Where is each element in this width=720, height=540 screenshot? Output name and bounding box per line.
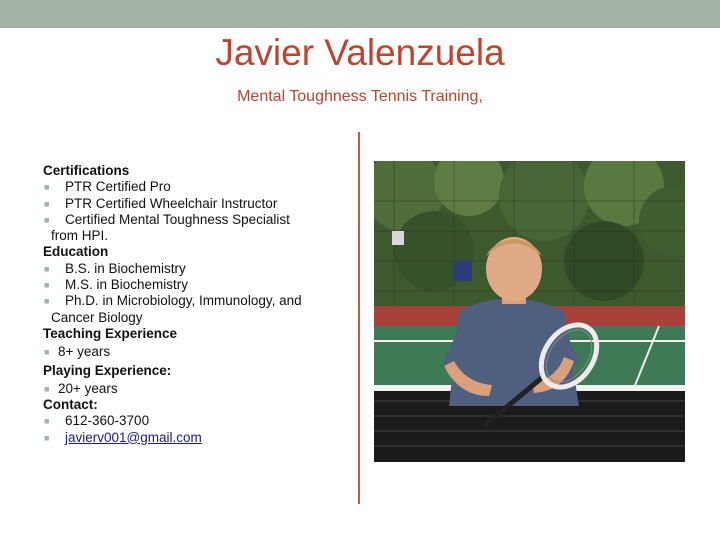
tennis-player-photo <box>374 161 685 462</box>
slide-subtitle: Mental Toughness Tennis Training, <box>237 88 483 105</box>
bullet-icon: ■ <box>44 416 50 427</box>
playing-experience-heading: Playing Experience: <box>43 362 172 378</box>
contact-heading: Contact: <box>43 397 98 413</box>
bullet-icon: ■ <box>44 263 50 274</box>
vertical-divider <box>358 132 360 504</box>
bullet-icon: ■ <box>44 214 50 225</box>
bullet-icon: ■ <box>44 280 50 291</box>
list-item: ■ Ph.D. in Microbiology, Immunology, and <box>44 293 302 309</box>
contact-phone: ■ 612-360-3700 <box>44 413 150 429</box>
bullet-icon: ■ <box>44 198 50 209</box>
certifications-heading: Certifications <box>43 163 130 178</box>
list-item: ■ B.S. in Biochemistry <box>44 260 186 276</box>
list-item: ■ 20+ years <box>44 380 118 396</box>
bullet-icon: ■ <box>44 432 50 443</box>
education-heading: Education <box>43 244 109 260</box>
slide-title: Javier Valenzuela <box>215 32 505 73</box>
email-link[interactable]: javierv001@gmail.com <box>65 429 202 445</box>
list-item-continuation: from HPI. <box>51 228 109 244</box>
bio-content <box>43 163 353 446</box>
teaching-experience-heading: Teaching Experience <box>43 325 178 341</box>
list-item: ■ PTR Certified Pro <box>44 179 171 195</box>
bullet-icon: ■ <box>44 296 50 307</box>
profile-photo <box>374 161 685 462</box>
contact-email <box>43 430 353 446</box>
bullet-icon: ■ <box>44 383 50 394</box>
bullet-icon: ■ <box>44 182 50 193</box>
list-item: ■ PTR Certified Wheelchair Instructor <box>44 195 278 211</box>
list-item-continuation: Cancer Biology <box>51 309 143 325</box>
list-item: ■ M.S. in Biochemistry <box>44 277 189 293</box>
top-accent-bar <box>0 0 720 28</box>
bullet-icon: ■ <box>44 347 50 358</box>
list-item: ■ Certified Mental Toughness Specialist <box>44 211 290 227</box>
list-item: ■ 8+ years <box>44 344 111 360</box>
